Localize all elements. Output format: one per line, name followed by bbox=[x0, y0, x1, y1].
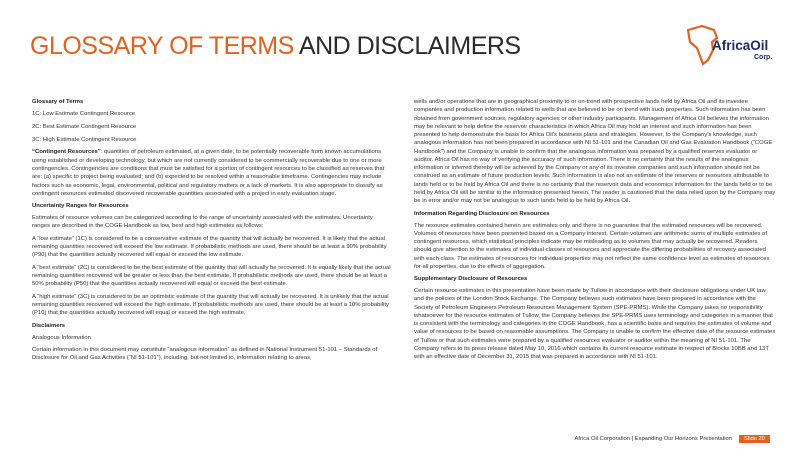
low-estimate-text: A “low estimate” (1C) is considered to be a conservative estimate of the quantity that will actually be recovered. It is likely that the actual remaining quantities recovered will exceed the low estimate. If probabilistic methods are used, there should be at least a 90% probability (P90) that the quantities actually recovered will equal or exceed the low estimate. bbox=[32, 235, 387, 259]
best-estimate-text: A “best estimate” (2C) is considered to be the best estimate of the quantity that will actually be recovered. It is equally likely that the actual remaining quantities recovered will be greater or less than the best estimate. If probabilistic methods are used, there should be at least a 50% probability (P50) that the quantities actually recovered will equal or exceed the best estimate. bbox=[32, 264, 391, 288]
page-title bbox=[30, 32, 521, 61]
slide-number-badge: Slide 20 bbox=[739, 435, 770, 443]
analogous-continued-text: wells and/or operations that are in geographical proximity to or on-trend with prospective lands held by Africa Oil and its investee companies and production information related to wells that are believed to be on trend with such properties. Such information has been obtained from government sources, regulatory agencies or other industry participants. Management of Africa Oil believes the information may be relevant to help define the reservoir characteristics in which Africa Oil may hold an interest and such information has been presented to help demonstrate the basis for Africa Oil’s business plans and strategies. However, to the Company’s knowledge, such analogous information has not been prepared in accordance with NI 51-101 and the Canadian Oil and Gas Evaluation Handbook (“COGE Handbook”) and the Company is unable to confirm that the analogous information was prepared by a qualified reserves evaluator or auditor. Africa Oil has no way of verifying the accuracy of such information. There is no certainty that the results of the analogous information or inferred thereby will be achieved by the Company or any of its investee companies and such information should not be construed as an estimate of future production levels. Such information is also not an estimate of the reserves or resources attributable to lands held or to be held by Africa Oil and there is no certainty that the reservoir data and economics information for the lands held or to be held by Africa Oil will be similar to the information presented herein. The reader is cautioned that the data relied upon by the Company may be in error and/or may not be analogous to such lands held to be held by Africa Oil. bbox=[414, 99, 776, 205]
disclaimers-heading: Disclaimers bbox=[32, 322, 66, 329]
company-logo bbox=[684, 20, 784, 70]
contingent-resources-term: “Contingent Resources” bbox=[32, 149, 101, 156]
glossary-item-3c: 3C: High Estimate Contingent Resource bbox=[32, 136, 137, 143]
contingent-resources-definition bbox=[32, 148, 392, 198]
logo-name: AfricaOil bbox=[712, 38, 769, 53]
footer-text: Africa Oil Corporation | Expanding Our Horizons Presentation bbox=[574, 436, 732, 442]
footer bbox=[0, 434, 800, 446]
glossary-heading: Glossary of Terms bbox=[32, 99, 84, 105]
logo-sub: Corp. bbox=[754, 54, 773, 61]
uncertainty-text: Estimates of resource volumes can be categorized according to the range of uncertainty associated with the estimates. Uncertainty ranges are described in the COGE Handbook as low, best and high estimates as follows: bbox=[32, 215, 373, 230]
contingent-resources-text: : quantities of petroleum estimated, at a given date, to be potentially recoverable from known accumulations using established or developing technology, but which are not currently considered to be commercially recoverable due to one or more contingencies. Contingencies are conditions that must be satisfied for a portion of contingent resources to be classified as reserves that are: (a) specific to project being evaluated; and (b) expected to be resolved within a reasonable timeframe. Contingencies may include factors such as economic, legal, environmental, political and regulatory matters or a lack of markets. It is also appropriate to classify as contingent resources estimated discovered recoverable quantities associated with a project in early evaluation stage. bbox=[32, 149, 385, 197]
glossary-item-2c: 2C: Best Estimate Contingent Resource bbox=[32, 123, 137, 130]
title-part-2: AND DISCLAIMERS bbox=[298, 32, 521, 60]
information-disclosure-heading: Information Regarding Disclosure on Resources bbox=[414, 210, 550, 217]
title-part-1: GLOSSARY OF TERMS bbox=[30, 32, 294, 60]
information-disclosure-text: The resource estimates contained herein are estimates only and there is no guarantee that the estimated resources will be recovered. Volumes of resources have been presented based on a Company interest. Certain volumes are arithmetic sums of multiple estimates of contingent resources, which statistical principles indicate may be misleading as to volumes that may actually be recovered. Readers should give attention to the estimates of individual classes of resources and appreciate the differing probabilities of recovery associated with each class. The estimates of resources for individual properties may not reflect the same confidence level as estimates of resources for all properties, due to the effects of aggregation. bbox=[414, 222, 770, 270]
analogous-heading: Analogous Information bbox=[32, 334, 91, 341]
glossary-item-1c: 1C: Low Estimate Contingent Resource bbox=[32, 110, 136, 117]
left-column bbox=[32, 98, 392, 367]
supplementary-disclosure-text: Certain resource estimates in this presentation have been made by Tullow in accordance with their disclosure obligations under UK law and the policies of the London Stock Exchange. The Company believes such estimates have been prepared in accordance with the Society of Petroleum Engineers Petroleum Resources Management System (SPE-PRMS). While the Company takes no responsibility whatsoever for the resource estimates of Tullow, the Company believes the SPE-PRMS uses terminology and categories in a manner that is consistent with the terminology and categories in the COGE Handbook, has a scientific basis and requires the estimates of volume and value of resources to be based on reasonable assumptions. The Company is unable to confirm the effective date of the resource estimates of Tullow or that such estimates were prepared by a qualified resources evaluator or auditor within the meaning of NI 51-101. The Company refers to its press release dated May 10, 2016 which contains its current resource estimate in respect of Blocks 10BB and 13T with an effective date of December 31, 2015 that was prepared in accordance with NI 51-101. bbox=[414, 288, 776, 361]
high-estimate-text: A “high estimate” (3C) is considered to be an optimistic estimate of the quantity that will actually be recovered. It is unlikely that the actual remaining quantities recovered will exceed the high estimate. If probabilistic methods are used, there should be at least a 10% probability (P10) that the quantities actually recovered will equal or exceed the high estimate. bbox=[32, 293, 389, 317]
uncertainty-heading: Uncertainty Ranges for Resources bbox=[32, 203, 129, 210]
right-column bbox=[414, 98, 776, 366]
analogous-text: Certain information in this document may constitute “analogous information” as defined in National Instrument 51-101 – Standards of Disclosure for Oil and Gas Activities (“NI 51-101”), including, but not limited to, information relating to areas, bbox=[32, 347, 378, 362]
supplementary-disclosure-heading: Supplementary Disclosure of Resources bbox=[414, 276, 528, 283]
